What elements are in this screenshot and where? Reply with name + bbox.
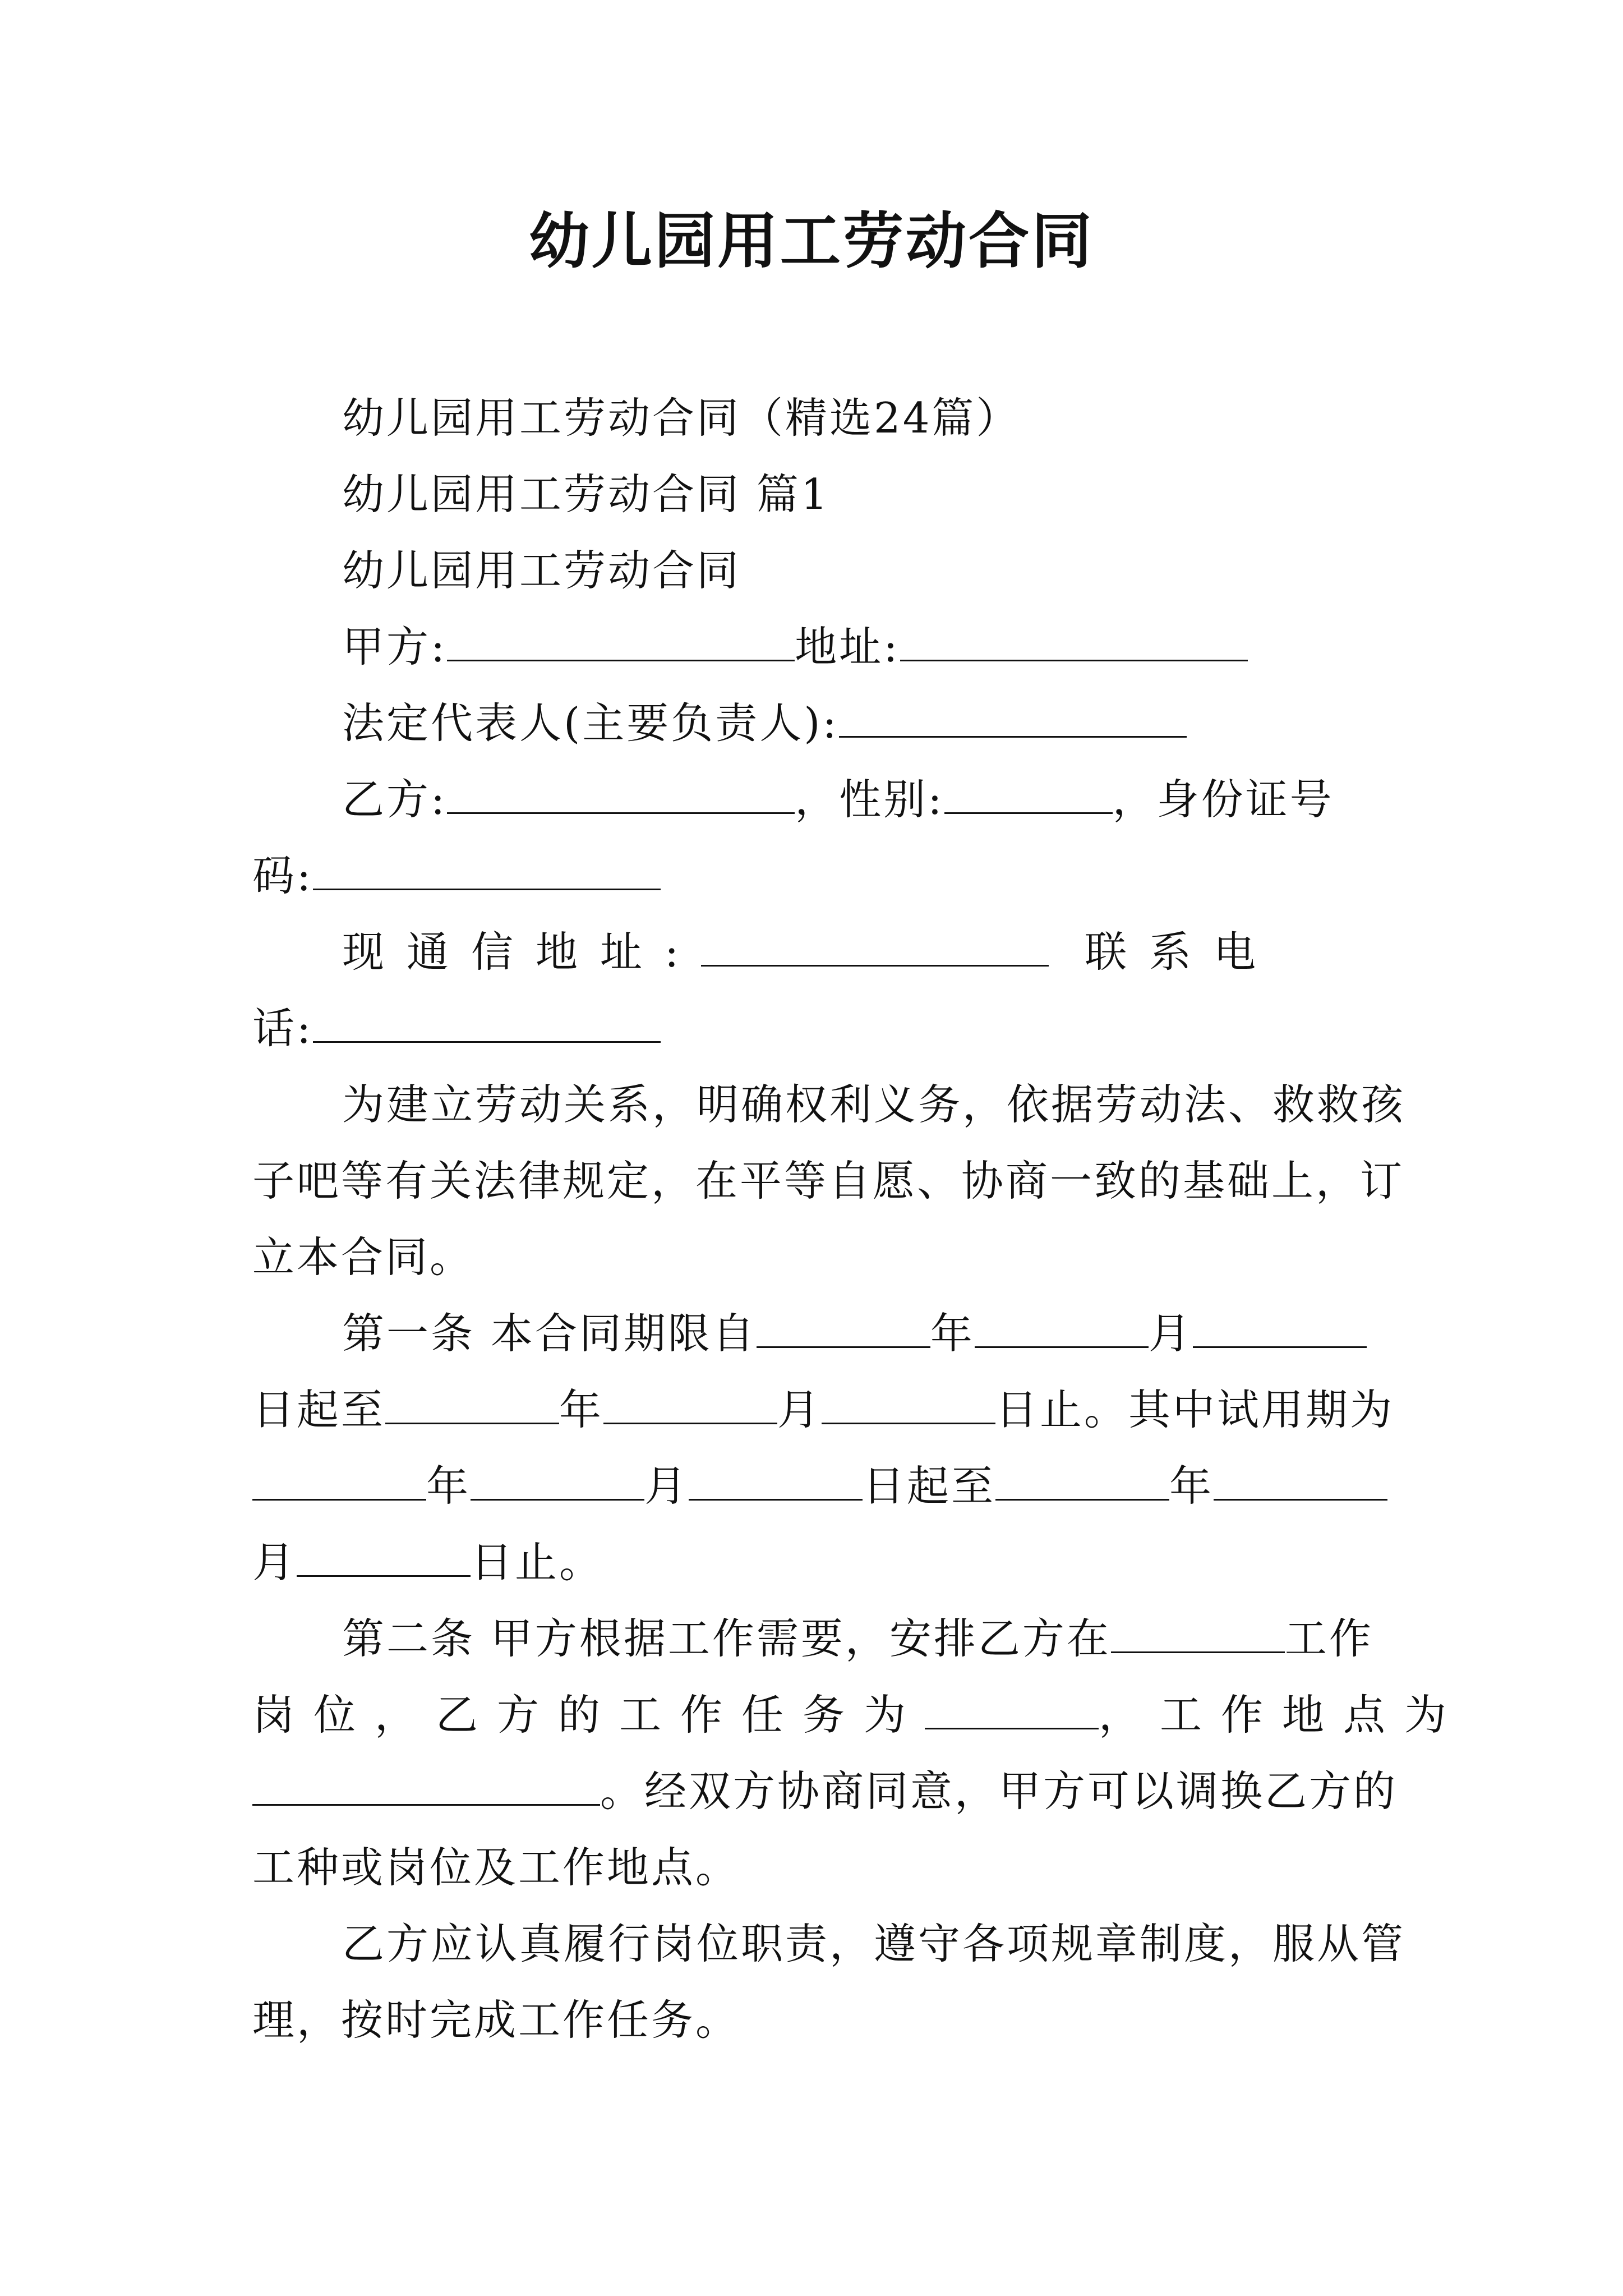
blank bbox=[385, 1386, 559, 1424]
paragraph-line: 子吧等有关法律规定，在平等自愿、协商一致的基础上，订 bbox=[252, 1156, 1405, 1205]
address-label: 地址: bbox=[795, 622, 900, 671]
year-label: 年 bbox=[426, 1461, 471, 1511]
blank bbox=[297, 1538, 471, 1577]
article-2-line bbox=[252, 1608, 1477, 1669]
agreement-text: 。经双方协商同意，甲方可以调换乙方的 bbox=[600, 1766, 1398, 1816]
gender-label: ，性别: bbox=[795, 775, 944, 824]
day-from-label: 日起至 bbox=[863, 1461, 996, 1511]
month-label: 月 bbox=[777, 1385, 822, 1434]
paragraph-line: 立本合同。 bbox=[252, 1232, 474, 1282]
blank bbox=[603, 1386, 777, 1424]
party-a-blank bbox=[447, 623, 795, 661]
article-2-line bbox=[252, 1684, 1466, 1746]
blank bbox=[1214, 1462, 1387, 1501]
probation-label: 日止。其中试用期为 bbox=[995, 1385, 1395, 1434]
document-title: 幼儿园用工劳动合同 bbox=[528, 206, 1094, 277]
section-heading: 幼儿园用工劳动合同 篇1 bbox=[342, 470, 830, 519]
phone-blank bbox=[313, 1004, 661, 1043]
blank bbox=[822, 1386, 995, 1424]
year-label: 年 bbox=[930, 1309, 975, 1358]
month-label: 月 bbox=[644, 1461, 689, 1511]
current-address-label: 现通信地址: bbox=[342, 927, 702, 977]
article-1-line bbox=[252, 1379, 1395, 1441]
year-label: 年 bbox=[559, 1385, 604, 1434]
location-label: ，工作地点为 bbox=[1099, 1690, 1466, 1740]
month-label: 月 bbox=[252, 1538, 297, 1587]
year-label: 年 bbox=[1169, 1461, 1214, 1511]
month-label: 月 bbox=[1148, 1309, 1193, 1358]
legal-rep-blank bbox=[839, 699, 1187, 738]
id-blank bbox=[313, 852, 661, 890]
article-2-line bbox=[252, 1760, 1398, 1822]
party-b-label: 乙方: bbox=[342, 775, 448, 824]
address-current-line bbox=[252, 921, 1477, 983]
blank bbox=[252, 1767, 600, 1806]
party-b-line bbox=[252, 769, 1477, 830]
paragraph-line: 理，按时完成工作任务。 bbox=[252, 1995, 740, 2045]
article-2-line: 工种或岗位及工作地点。 bbox=[252, 1843, 740, 1892]
task-label: 岗位，乙方的工作任务为 bbox=[252, 1690, 925, 1740]
day-from-label: 日起至 bbox=[252, 1385, 386, 1434]
blank bbox=[471, 1462, 644, 1501]
party-a-line bbox=[252, 616, 1477, 678]
blank bbox=[995, 1462, 1169, 1501]
blank bbox=[689, 1462, 863, 1501]
phone-label: 联系电 bbox=[1085, 927, 1279, 977]
article-1-label: 第一条 本合同期限自 bbox=[342, 1309, 757, 1358]
legal-rep-line bbox=[252, 692, 1477, 754]
work-label: 工作 bbox=[1284, 1614, 1373, 1663]
article-2-label: 第二条 甲方根据工作需要，安排乙方在 bbox=[342, 1614, 1111, 1663]
paragraph-line: 为建立劳动关系，明确权利义务，依据劳动法、救救孩 bbox=[342, 1080, 1406, 1129]
id-label: ，身份证号 bbox=[1112, 775, 1334, 824]
current-address-blank bbox=[701, 928, 1049, 967]
id-label-cont: 码: bbox=[252, 851, 313, 900]
gender-blank bbox=[944, 775, 1113, 814]
paragraph-line: 乙方应认真履行岗位职责，遵守各项规章制度，服从管 bbox=[342, 1919, 1406, 1968]
party-a-label: 甲方: bbox=[342, 622, 448, 671]
phone-line bbox=[252, 997, 1387, 1059]
article-1-line bbox=[252, 1455, 1387, 1517]
article-1-line bbox=[252, 1303, 1477, 1364]
legal-rep-label: 法定代表人(主要负责人): bbox=[342, 698, 839, 748]
day-end-label: 日止。 bbox=[471, 1538, 604, 1587]
blank bbox=[925, 1691, 1099, 1729]
article-1-line bbox=[252, 1531, 1387, 1593]
blank bbox=[252, 1462, 426, 1501]
contract-name-line: 幼儿园用工劳动合同 bbox=[342, 546, 741, 595]
blank bbox=[1111, 1614, 1285, 1653]
blank bbox=[1193, 1309, 1367, 1348]
id-line bbox=[252, 845, 1387, 907]
phone-label-cont: 话: bbox=[252, 1004, 313, 1053]
party-b-blank bbox=[447, 775, 795, 814]
address-blank bbox=[900, 623, 1248, 661]
blank bbox=[757, 1309, 930, 1348]
subtitle-line: 幼儿园用工劳动合同（精选24篇） bbox=[342, 393, 1021, 443]
blank bbox=[975, 1309, 1149, 1348]
